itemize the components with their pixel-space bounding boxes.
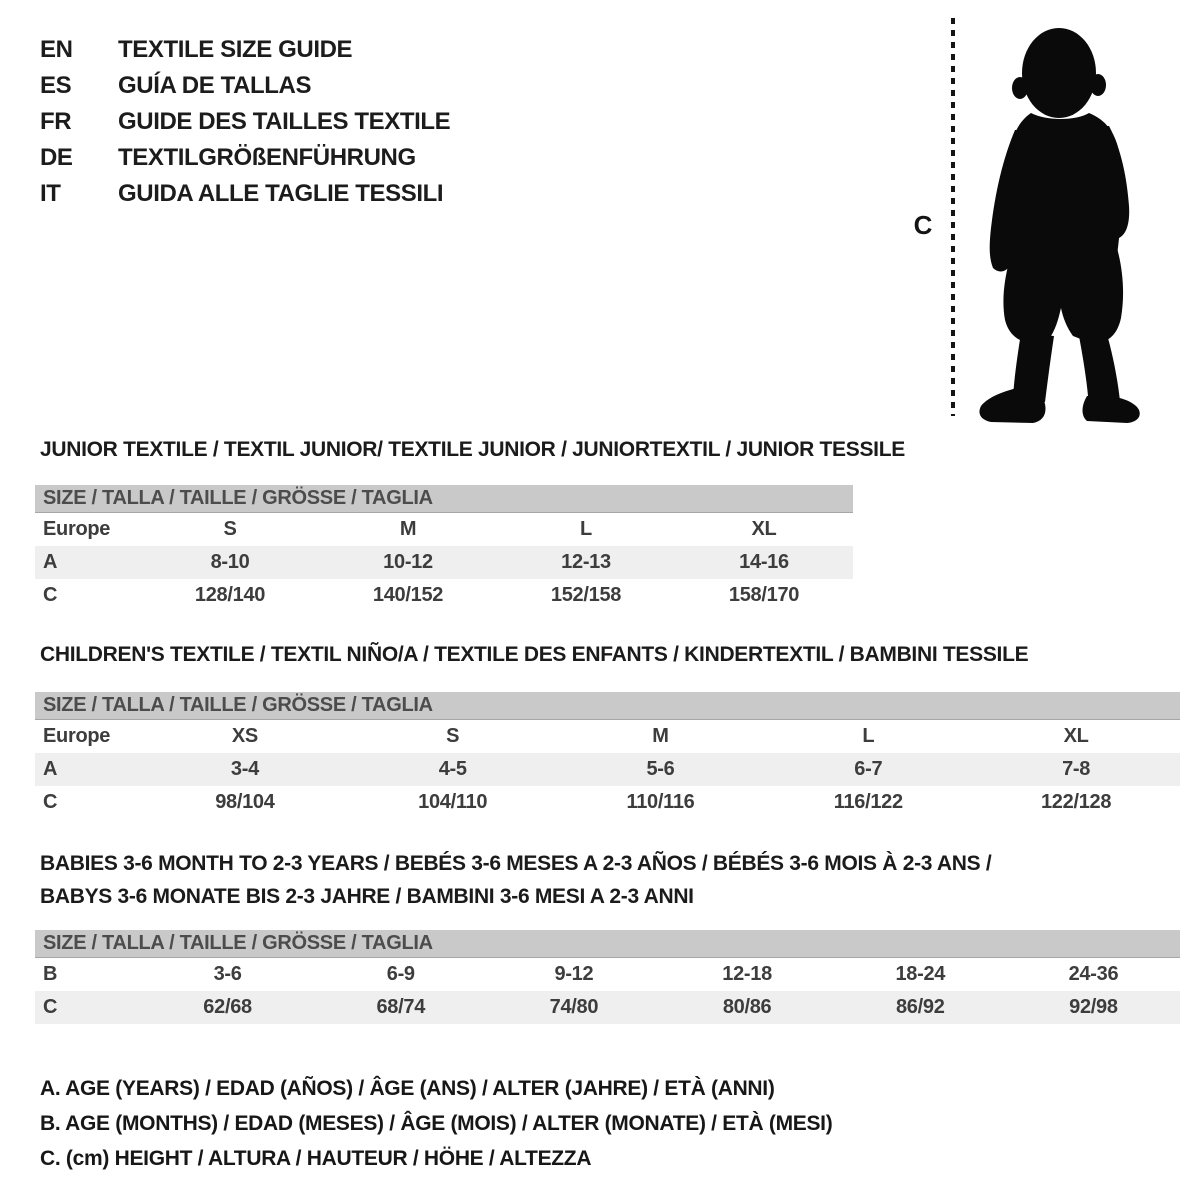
table-row-europe xyxy=(35,513,853,546)
size-table-header-bar xyxy=(35,485,853,513)
size-cell: 62/68 xyxy=(203,996,252,1018)
measurement-legend xyxy=(40,1071,832,1176)
size-cell: 104/110 xyxy=(418,791,488,813)
toddler-silhouette xyxy=(971,18,1146,423)
row-label: C xyxy=(43,584,58,606)
size-cell: 98/104 xyxy=(215,791,275,813)
size-cell: 7-8 xyxy=(1062,758,1091,780)
size-cell: 128/140 xyxy=(194,584,266,606)
size-cell: 18-24 xyxy=(895,963,946,985)
size-cell: L xyxy=(862,725,875,747)
size-cell: 14-16 xyxy=(739,551,789,573)
section-title-line: BABYS 3-6 MONATE BIS 2-3 JAHRE / BAMBINI 3-6 MESI A 2-3 ANNI xyxy=(40,885,694,908)
size-table-babies xyxy=(35,930,1180,1024)
size-cell: M xyxy=(652,725,669,747)
table-row-a xyxy=(35,753,1180,786)
size-cell: 12-18 xyxy=(722,963,772,985)
language-code: FR xyxy=(40,108,72,135)
row-label: A xyxy=(43,551,58,573)
size-cell: 6-9 xyxy=(386,963,415,985)
size-cell: XL xyxy=(751,518,777,540)
size-cell: 3-6 xyxy=(213,963,242,985)
row-label: A xyxy=(43,758,58,780)
guide-title: GUÍA DE TALLAS xyxy=(118,72,312,99)
legend-line: A. AGE (YEARS) / EDAD (AÑOS) / ÂGE (ANS) / ALTER (JAHRE) / ETÀ (ANNI) xyxy=(40,1077,775,1100)
height-dashed-line xyxy=(951,18,955,416)
table-row-c xyxy=(35,579,853,612)
legend-line: C. (cm) HEIGHT / ALTURA / HAUTEUR / HÖHE / ALTEZZA xyxy=(40,1147,592,1170)
section-title-junior xyxy=(40,433,905,466)
size-cell: 116/122 xyxy=(833,791,903,813)
row-label: C xyxy=(43,791,58,813)
size-cell: S xyxy=(223,518,237,540)
size-cell: L xyxy=(580,518,592,540)
size-cell: 92/98 xyxy=(1069,996,1118,1018)
size-header-label: SIZE / TALLA / TAILLE / GRÖSSE / TAGLIA xyxy=(43,694,433,716)
size-cell: 158/170 xyxy=(728,584,800,606)
section-title-babies xyxy=(40,847,991,913)
size-table-children xyxy=(35,692,1180,819)
size-cell: 5-6 xyxy=(646,758,675,780)
language-code: ES xyxy=(40,72,72,99)
size-cell: 74/80 xyxy=(549,996,599,1018)
table-rows xyxy=(35,720,1180,819)
size-cell: 10-12 xyxy=(383,551,433,573)
row-label: Europe xyxy=(43,518,111,540)
size-table-header-bar xyxy=(35,692,1180,720)
language-row xyxy=(40,68,450,104)
guide-title: TEXTILGRÖßENFÜHRUNG xyxy=(118,144,416,171)
size-cell: 24-36 xyxy=(1068,963,1119,985)
size-cell: 80/86 xyxy=(722,996,772,1018)
size-cell: 110/116 xyxy=(626,791,695,813)
language-code: EN xyxy=(40,36,73,63)
size-cell: 12-13 xyxy=(561,551,611,573)
row-label: Europe xyxy=(43,725,111,747)
height-measure-label: C xyxy=(913,210,933,240)
row-label: C xyxy=(43,996,58,1018)
language-code: IT xyxy=(40,180,61,207)
size-cell: XS xyxy=(231,725,258,747)
table-rows xyxy=(35,513,853,612)
table-row-europe xyxy=(35,720,1180,753)
language-code: DE xyxy=(40,144,73,171)
guide-title: GUIDA ALLE TAGLIE TESSILI xyxy=(118,180,444,207)
size-cell: 4-5 xyxy=(438,758,467,780)
language-title-list xyxy=(40,32,450,212)
language-row xyxy=(40,176,450,212)
section-title-line: JUNIOR TEXTILE / TEXTIL JUNIOR/ TEXTILE JUNIOR / JUNIORTEXTIL / JUNIOR TESSILE xyxy=(40,438,905,461)
section-title-line: CHILDREN'S TEXTILE / TEXTIL NIÑO/A / TEXTILE DES ENFANTS / KINDERTEXTIL / BAMBINI TESSILE xyxy=(40,643,1029,666)
size-header-label: SIZE / TALLA / TAILLE / GRÖSSE / TAGLIA xyxy=(43,487,433,509)
size-cell: XL xyxy=(1063,725,1089,747)
size-header-label: SIZE / TALLA / TAILLE / GRÖSSE / TAGLIA xyxy=(43,932,433,954)
language-row xyxy=(40,140,450,176)
size-table-header-bar xyxy=(35,930,1180,958)
size-cell: 122/128 xyxy=(1040,791,1112,813)
toddler-height-figure xyxy=(905,12,1155,424)
size-cell: S xyxy=(446,725,460,747)
legend-line: B. AGE (MONTHS) / EDAD (MESES) / ÂGE (MOIS) / ALTER (MONATE) / ETÀ (MESI) xyxy=(40,1112,833,1135)
table-rows xyxy=(35,958,1180,1024)
size-cell: 8-10 xyxy=(210,551,250,573)
size-cell: 68/74 xyxy=(376,996,426,1018)
size-cell: 3-4 xyxy=(230,758,259,780)
section-title-children xyxy=(40,638,1028,671)
size-cell: 86/92 xyxy=(895,996,945,1018)
size-table-junior xyxy=(35,485,853,612)
size-cell: 152/158 xyxy=(550,584,622,606)
table-row-b xyxy=(35,958,1180,991)
size-cell: 6-7 xyxy=(854,758,883,780)
table-row-a xyxy=(35,546,853,579)
table-row-c xyxy=(35,991,1180,1024)
size-cell: 140/152 xyxy=(372,584,444,606)
guide-title: GUIDE DES TAILLES TEXTILE xyxy=(118,108,451,135)
row-label: B xyxy=(43,963,58,985)
guide-title: TEXTILE SIZE GUIDE xyxy=(118,36,353,63)
language-row xyxy=(40,32,450,68)
section-title-line: BABIES 3-6 MONTH TO 2-3 YEARS / BEBÉS 3-6 MESES A 2-3 AÑOS / BÉBÉS 3-6 MOIS À 2-3 ANS / xyxy=(40,852,992,875)
table-row-c xyxy=(35,786,1180,819)
size-cell: 9-12 xyxy=(554,963,594,985)
language-row xyxy=(40,104,450,140)
size-cell: M xyxy=(399,518,417,540)
